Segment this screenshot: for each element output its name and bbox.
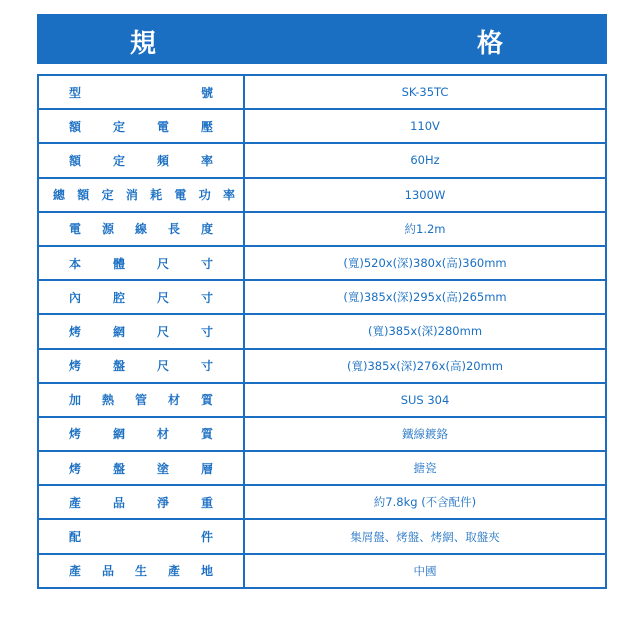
spec-value: 110V (244, 109, 606, 143)
spec-value: (寬)385x(深)276x(高)20mm (244, 349, 606, 383)
header-left-char: 規 (130, 29, 157, 59)
spec-row-body-size (38, 246, 606, 280)
spec-value: 約1.2m (244, 212, 606, 246)
spec-value: 集屑盤、烤盤、烤網、取盤夾 (244, 519, 606, 553)
spec-label: 總額定消耗電功率 (38, 178, 244, 212)
spec-row-model (38, 75, 606, 109)
spec-label: 電源線長度 (38, 212, 244, 246)
spec-value: 搪瓷 (244, 451, 606, 485)
spec-header (37, 14, 607, 64)
spec-label: 烤盤尺寸 (38, 349, 244, 383)
spec-value: 中國 (244, 554, 606, 588)
spec-row-accessories (38, 519, 606, 553)
spec-row-rack-material (38, 417, 606, 451)
spec-value: (寬)385x(深)280mm (244, 314, 606, 348)
spec-row-rack-size (38, 314, 606, 348)
spec-row-cord-length (38, 212, 606, 246)
spec-value: (寬)385x(深)295x(高)265mm (244, 280, 606, 314)
spec-row-net-weight (38, 485, 606, 519)
spec-value: SK-35TC (244, 75, 606, 109)
spec-row-frequency (38, 143, 606, 177)
spec-value: SUS 304 (244, 383, 606, 417)
spec-value: 鐵線鍍鉻 (244, 417, 606, 451)
spec-row-tray-coating (38, 451, 606, 485)
spec-value: 約7.8kg (不含配件) (244, 485, 606, 519)
spec-label: 烤網材質 (38, 417, 244, 451)
spec-row-voltage (38, 109, 606, 143)
spec-label: 本體尺寸 (38, 246, 244, 280)
spec-value: (寬)520x(深)380x(高)360mm (244, 246, 606, 280)
spec-row-power (38, 178, 606, 212)
spec-label: 額定電壓 (38, 109, 244, 143)
spec-label: 額定頻率 (38, 143, 244, 177)
spec-label: 型 號 (38, 75, 244, 109)
spec-label: 加熱管材質 (38, 383, 244, 417)
spec-value: 1300W (244, 178, 606, 212)
spec-label: 產品淨重 (38, 485, 244, 519)
spec-label: 烤盤塗層 (38, 451, 244, 485)
spec-label: 產品生產地 (38, 554, 244, 588)
spec-label: 配 件 (38, 519, 244, 553)
spec-row-tray-size (38, 349, 606, 383)
spec-row-heater-material (38, 383, 606, 417)
header-right-char: 格 (477, 29, 504, 59)
spec-label: 內腔尺寸 (38, 280, 244, 314)
spec-row-origin (38, 554, 606, 588)
spec-table (37, 74, 607, 589)
spec-label: 烤網尺寸 (38, 314, 244, 348)
spec-row-cavity-size (38, 280, 606, 314)
spec-value: 60Hz (244, 143, 606, 177)
